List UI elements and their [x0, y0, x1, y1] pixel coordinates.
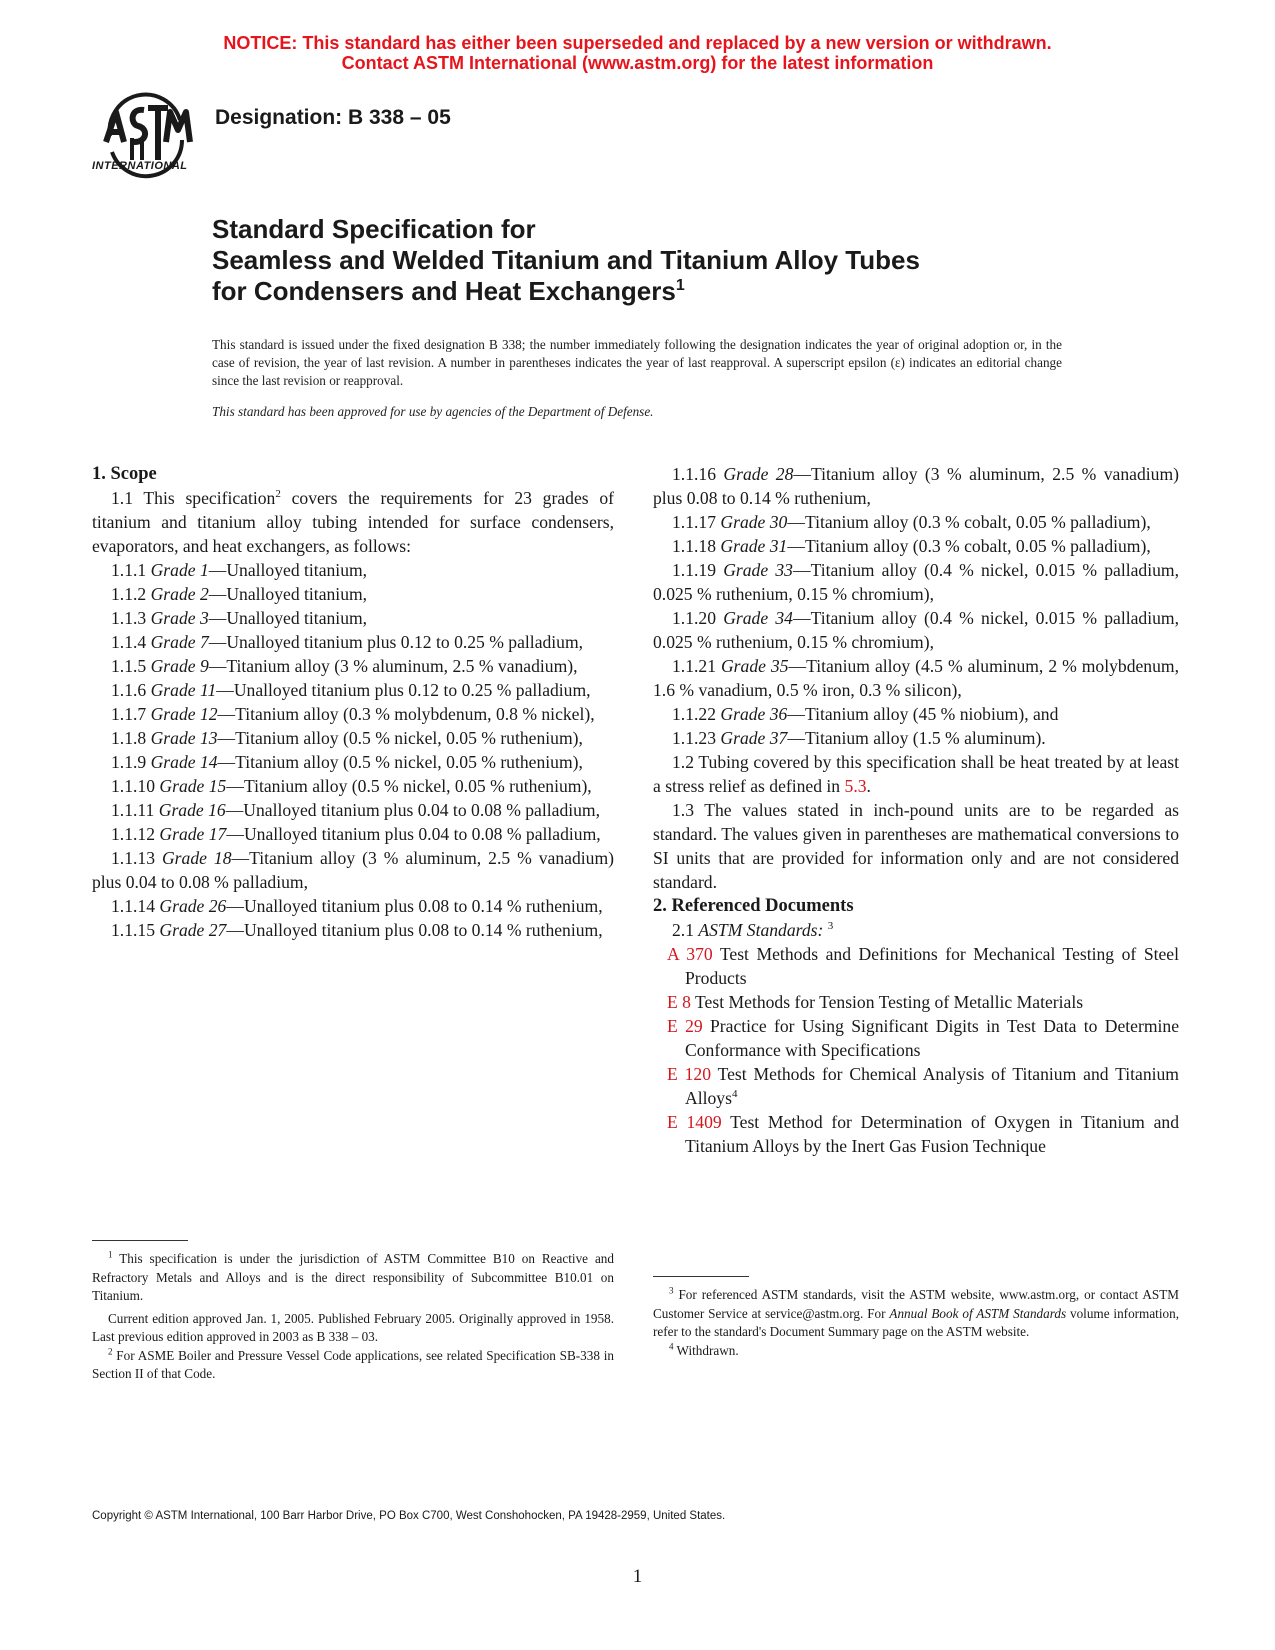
- paragraph-1-2: 1.2 Tubing covered by this specification shall be heat treated by at least a stress relief as defined in 5.3.: [653, 752, 1179, 796]
- grade-item: 1.1.17 Grade 30—Titanium alloy (0.3 % cobalt, 0.05 % palladium),: [672, 512, 1151, 532]
- footnote-1-edition: Current edition approved Jan. 1, 2005. Published February 2005. Originally approved in 1958. Last previous edition approved in 2003 as B 338 – 03.: [92, 1310, 614, 1344]
- superseded-notice: [0, 33, 1275, 73]
- section-heading-referenced-documents: 2. Referenced Documents: [653, 896, 854, 916]
- grade-item: 1.1.11 Grade 16—Unalloyed titanium plus 0.04 to 0.08 % palladium,: [111, 800, 601, 820]
- grade-item: 1.1.9 Grade 14—Titanium alloy (0.5 % nickel, 0.05 % ruthenium),: [111, 752, 583, 772]
- grade-item: 1.1.3 Grade 3—Unalloyed titanium,: [111, 608, 368, 628]
- grade-list-left: [92, 558, 614, 942]
- designation: Designation: B 338 – 05: [215, 106, 451, 129]
- referenced-document: E 1409 Test Method for Determination of Oxygen in Titanium and Titanium Alloys by the Inert Gas Fusion Technique: [667, 1112, 1179, 1156]
- astm-international-logo: [92, 90, 202, 186]
- grade-item: 1.1.5 Grade 9—Titanium alloy (3 % aluminum, 2.5 % vanadium),: [111, 656, 578, 676]
- grade-item: 1.1.12 Grade 17—Unalloyed titanium plus 0.04 to 0.08 % palladium,: [111, 824, 601, 844]
- right-column: [653, 462, 1179, 1158]
- referenced-document: E 120 Test Methods for Chemical Analysis of Titanium and Titanium Alloys$^4$: [667, 1064, 1179, 1108]
- page-number: 1: [632, 1566, 643, 1587]
- grade-item: 1.1.18 Grade 31—Titanium alloy (0.3 % cobalt, 0.05 % palladium),: [672, 536, 1151, 556]
- grade-item: 1.1.6 Grade 11—Unalloyed titanium plus 0.12 to 0.25 % palladium,: [111, 680, 591, 700]
- grade-item: 1.1.7 Grade 12—Titanium alloy (0.3 % molybdenum, 0.8 % nickel),: [111, 704, 595, 724]
- grade-item: 1.1.14 Grade 26—Unalloyed titanium plus 0.08 to 0.14 % ruthenium,: [111, 896, 603, 916]
- grade-item: 1.1.4 Grade 7—Unalloyed titanium plus 0.12 to 0.25 % palladium,: [111, 632, 584, 652]
- section-heading-scope: 1. Scope: [92, 464, 157, 484]
- footnote-rule-right: [653, 1276, 749, 1277]
- issued-note: This standard is issued under the fixed designation B 338; the number immediately following the designation indicates the year of original adoption or, in the case of revision, the year of last revision. A number in parentheses indicates the year of last reapproval. A superscript epsilon (ε) indicates an editorial change since the last revision or reapproval.: [212, 337, 1062, 388]
- paragraph-2-1: 2.1 ASTM Standards: $^3$: [672, 920, 834, 940]
- footnote-4: $^4$ Withdrawn.: [669, 1341, 739, 1358]
- footnote-ref-3: 3: [827, 920, 834, 933]
- notice-line-1: NOTICE: This standard has either been superseded and replaced by a new version or withdrawn.: [223, 33, 1052, 53]
- footnote-2: $^2$ For ASME Boiler and Pressure Vessel Code applications, see related Specification SB-338 in Section II of that Code.: [92, 1346, 614, 1381]
- referenced-document: E 29 Practice for Using Significant Digits in Test Data to Determine Conformance with Specifications: [667, 1016, 1180, 1060]
- grade-item: 1.1.13 Grade 18—Titanium alloy (3 % aluminum, 2.5 % vanadium) plus 0.04 to 0.08 % palladium,: [92, 848, 614, 892]
- title-footnote-mark: 1: [675, 277, 685, 294]
- footnotes-left: [92, 1250, 614, 1384]
- title-line-2: Seamless and Welded Titanium and Titanium Alloy Tubes: [212, 245, 920, 275]
- left-column: [92, 462, 614, 942]
- referenced-document: E 8 Test Methods for Tension Testing of Metallic Materials: [667, 992, 1084, 1012]
- standard-link[interactable]: A 370: [667, 944, 713, 964]
- paragraph-1-3: 1.3 The values stated in inch-pound units are to be regarded as standard. The values given in parentheses are mathematical conversions to SI units that are provided for information only and are not considered standard.: [653, 800, 1179, 892]
- referenced-document: A 370 Test Methods and Definitions for Mechanical Testing of Steel Products: [667, 944, 1180, 988]
- footnote-rule-left: [92, 1240, 188, 1241]
- footnote-ref-2: 2: [275, 488, 281, 501]
- copyright-notice: Copyright © ASTM International, 100 Barr Harbor Drive, PO Box C700, West Conshohocken, PA 19428-2959, United States.: [92, 1510, 726, 1522]
- notice-line-2: Contact ASTM International (www.astm.org) for the latest information: [341, 53, 934, 73]
- referenced-documents-list: [653, 942, 1179, 1158]
- grade-item: 1.1.10 Grade 15—Titanium alloy (0.5 % nickel, 0.05 % ruthenium),: [111, 776, 592, 796]
- standard-link[interactable]: E 120: [667, 1064, 712, 1084]
- grade-item: 1.1.15 Grade 27—Unalloyed titanium plus 0.08 to 0.14 % ruthenium,: [111, 920, 603, 940]
- logo-international-text: INTERNATIONAL: [92, 160, 188, 172]
- footnote-3: $^3$ For referenced ASTM standards, visit the ASTM website, www.astm.org, or contact ASTM Customer Service at service@astm.org. For Annual Book of ASTM Standards volume information, refer to the standard's Document Summary page on the ASTM website.: [653, 1285, 1179, 1339]
- grade-item: 1.1.20 Grade 34—Titanium alloy (0.4 % nickel, 0.015 % palladium, 0.025 % ruthenium, 0.15 % chromium),: [653, 608, 1179, 652]
- standard-link[interactable]: E 29: [667, 1016, 703, 1036]
- grade-item: 1.1.21 Grade 35—Titanium alloy (4.5 % aluminum, 2 % molybdenum, 1.6 % vanadium, 0.5 % iron, 0.3 % silicon),: [653, 656, 1179, 700]
- grade-item: 1.1.23 Grade 37—Titanium alloy (1.5 % aluminum).: [672, 728, 1046, 748]
- paragraph-1-1: 1.1 This specification$^2$ covers the requirements for 23 grades of titanium and titanium alloy tubing intended for surface condensers, evaporators, and heat exchangers, as follows:: [92, 488, 614, 556]
- standard-link[interactable]: E 1409: [667, 1112, 722, 1132]
- section-link-5-3[interactable]: 5.3: [844, 776, 867, 796]
- dod-approval-note: This standard has been approved for use by agencies of the Department of Defense.: [212, 404, 654, 419]
- grade-item: 1.1.16 Grade 28—Titanium alloy (3 % aluminum, 2.5 % vanadium) plus 0.08 to 0.14 % ruthenium,: [653, 464, 1179, 508]
- title-line-3: for Condensers and Heat Exchangers: [212, 276, 676, 306]
- grade-item: 1.1.2 Grade 2—Unalloyed titanium,: [111, 584, 368, 604]
- footnote-1: $^1$ This specification is under the jurisdiction of ASTM Committee B10 on Reactive and Refractory Metals and Alloys and is the direct responsibility of Subcommittee B10.01 on Titanium.: [92, 1249, 614, 1303]
- title-line-1: Standard Specification for: [212, 214, 536, 244]
- document-title: [212, 214, 1112, 307]
- grade-item: 1.1.19 Grade 33—Titanium alloy (0.4 % nickel, 0.015 % palladium, 0.025 % ruthenium, 0.15 % chromium),: [653, 560, 1179, 604]
- grade-item: 1.1.8 Grade 13—Titanium alloy (0.5 % nickel, 0.05 % ruthenium),: [111, 728, 583, 748]
- grade-item: 1.1.22 Grade 36—Titanium alloy (45 % niobium), and: [672, 704, 1059, 724]
- standard-link[interactable]: E 8: [667, 992, 691, 1012]
- footnotes-right: [653, 1286, 1179, 1360]
- grade-list-right: [653, 462, 1179, 750]
- grade-item: 1.1.1 Grade 1—Unalloyed titanium,: [111, 560, 368, 580]
